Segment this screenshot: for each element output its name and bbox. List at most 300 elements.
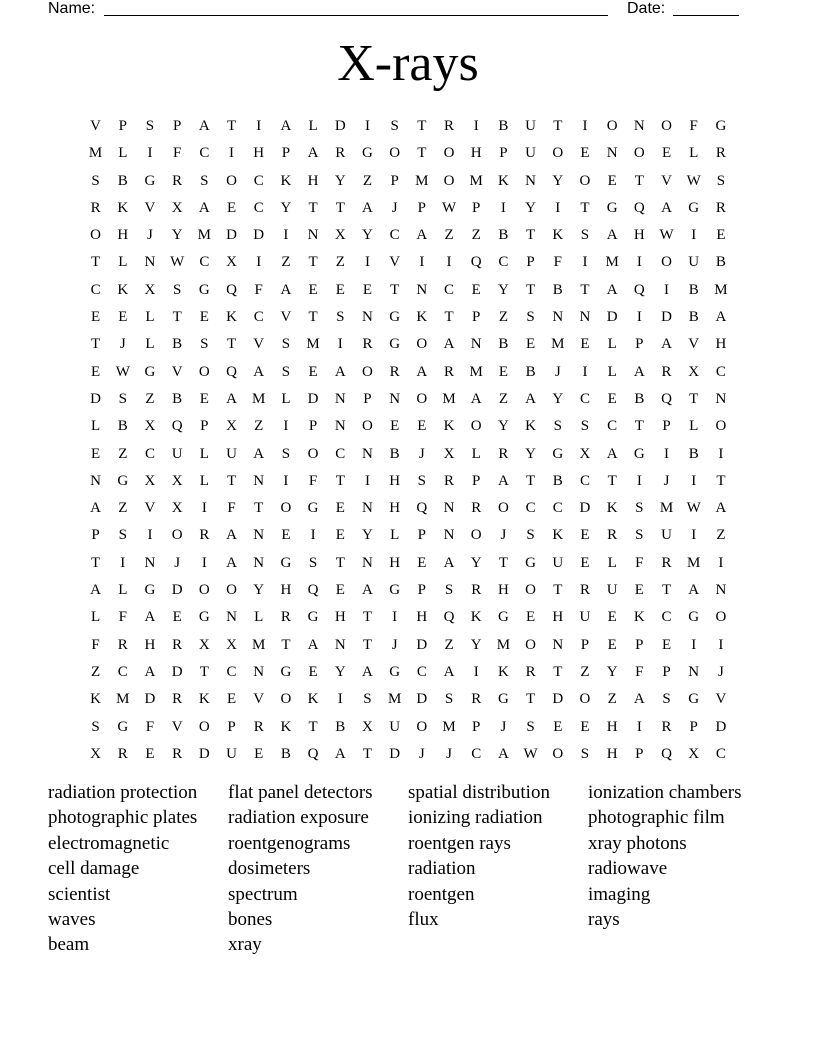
grid-letter[interactable]: X: [362, 718, 373, 735]
grid-letter[interactable]: S: [580, 227, 590, 244]
grid-letter[interactable]: I: [691, 636, 697, 653]
name-blank-line[interactable]: [104, 0, 608, 16]
grid-letter[interactable]: T: [689, 390, 699, 407]
grid-letter[interactable]: S: [200, 336, 209, 353]
grid-letter[interactable]: D: [579, 500, 591, 517]
grid-letter[interactable]: O: [362, 363, 373, 380]
grid-letter[interactable]: G: [552, 445, 564, 462]
grid-letter[interactable]: E: [417, 418, 427, 435]
grid-letter[interactable]: P: [580, 636, 590, 653]
grid-letter[interactable]: L: [118, 145, 128, 162]
grid-letter[interactable]: C: [607, 418, 618, 435]
grid-letter[interactable]: T: [308, 254, 318, 271]
grid-letter[interactable]: M: [415, 172, 429, 189]
grid-letter[interactable]: R: [471, 500, 482, 517]
grid-letter[interactable]: I: [718, 554, 724, 571]
grid-letter[interactable]: L: [199, 445, 209, 462]
grid-letter[interactable]: T: [553, 582, 563, 599]
grid-letter[interactable]: O: [198, 718, 210, 735]
grid-letter[interactable]: J: [418, 745, 425, 762]
grid-letter[interactable]: G: [117, 718, 129, 735]
grid-letter[interactable]: O: [198, 582, 210, 599]
grid-letter[interactable]: D: [389, 745, 401, 762]
grid-letter[interactable]: D: [606, 309, 618, 326]
grid-letter[interactable]: T: [335, 199, 345, 216]
grid-letter[interactable]: X: [144, 472, 156, 489]
grid-letter[interactable]: S: [390, 118, 399, 134]
grid-letter[interactable]: W: [686, 500, 701, 517]
grid-letter[interactable]: A: [715, 309, 727, 326]
grid-letter[interactable]: Z: [716, 527, 726, 544]
grid-letter[interactable]: G: [198, 609, 210, 626]
grid-letter[interactable]: P: [281, 145, 291, 162]
grid-letter[interactable]: S: [281, 363, 291, 380]
grid-letter[interactable]: S: [417, 472, 427, 489]
grid-letter[interactable]: P: [417, 527, 427, 544]
grid-letter[interactable]: D: [416, 691, 428, 708]
grid-letter[interactable]: P: [689, 718, 698, 735]
grid-letter[interactable]: I: [473, 663, 479, 680]
grid-letter[interactable]: V: [253, 691, 265, 708]
grid-letter[interactable]: C: [715, 363, 726, 380]
grid-letter[interactable]: A: [416, 227, 428, 244]
grid-letter[interactable]: O: [226, 582, 237, 599]
grid-letter[interactable]: T: [526, 227, 536, 244]
grid-letter[interactable]: A: [144, 663, 156, 680]
grid-letter[interactable]: S: [662, 691, 671, 708]
grid-letter[interactable]: M: [659, 500, 674, 517]
grid-letter[interactable]: X: [198, 636, 210, 653]
grid-letter[interactable]: I: [718, 636, 724, 653]
grid-letter[interactable]: J: [391, 636, 398, 653]
grid-letter[interactable]: A: [144, 609, 156, 626]
grid-letter[interactable]: R: [172, 636, 183, 653]
grid-letter[interactable]: I: [283, 472, 289, 489]
grid-letter[interactable]: U: [525, 145, 537, 162]
grid-letter[interactable]: H: [633, 227, 645, 244]
grid-letter[interactable]: P: [363, 390, 372, 407]
grid-letter[interactable]: O: [470, 418, 482, 435]
grid-letter[interactable]: S: [281, 336, 291, 353]
grid-letter[interactable]: I: [310, 527, 316, 544]
grid-letter[interactable]: S: [281, 445, 291, 462]
grid-letter[interactable]: T: [308, 309, 318, 326]
grid-letter[interactable]: K: [552, 227, 564, 244]
grid-letter[interactable]: N: [633, 118, 645, 134]
grid-letter[interactable]: L: [145, 336, 155, 353]
grid-letter[interactable]: S: [444, 582, 454, 599]
grid-letter[interactable]: E: [199, 390, 209, 407]
grid-letter[interactable]: T: [526, 281, 536, 298]
grid-letter[interactable]: O: [633, 145, 645, 162]
grid-letter[interactable]: Z: [498, 309, 508, 326]
grid-letter[interactable]: D: [715, 718, 727, 735]
grid-letter[interactable]: S: [635, 500, 644, 517]
grid-letter[interactable]: T: [553, 118, 563, 134]
grid-letter[interactable]: Y: [470, 554, 482, 571]
grid-letter[interactable]: Z: [145, 390, 155, 407]
grid-letter[interactable]: H: [497, 582, 509, 599]
grid-letter[interactable]: A: [334, 363, 346, 380]
grid-letter[interactable]: M: [551, 336, 565, 353]
grid-letter[interactable]: G: [688, 609, 700, 626]
grid-letter[interactable]: Y: [253, 582, 265, 599]
grid-letter[interactable]: W: [115, 363, 130, 380]
grid-letter[interactable]: C: [471, 745, 482, 762]
grid-letter[interactable]: A: [606, 445, 618, 462]
grid-letter[interactable]: P: [227, 718, 236, 735]
grid-letter[interactable]: O: [579, 691, 591, 708]
grid-letter[interactable]: X: [144, 281, 156, 298]
grid-letter[interactable]: P: [472, 472, 481, 489]
grid-letter[interactable]: D: [171, 663, 183, 680]
grid-letter[interactable]: N: [253, 527, 265, 544]
grid-letter[interactable]: G: [688, 691, 700, 708]
grid-letter[interactable]: I: [691, 472, 697, 489]
grid-letter[interactable]: T: [634, 172, 644, 189]
grid-letter[interactable]: O: [661, 254, 672, 271]
grid-letter[interactable]: O: [416, 336, 428, 353]
grid-letter[interactable]: J: [663, 472, 670, 489]
grid-letter[interactable]: U: [171, 445, 183, 462]
grid-letter[interactable]: S: [580, 745, 590, 762]
grid-letter[interactable]: D: [416, 636, 428, 653]
grid-letter[interactable]: N: [552, 309, 564, 326]
grid-letter[interactable]: D: [90, 390, 102, 407]
grid-letter[interactable]: O: [443, 145, 455, 162]
grid-letter[interactable]: X: [90, 745, 102, 762]
grid-letter[interactable]: M: [252, 636, 266, 653]
grid-letter[interactable]: E: [580, 718, 590, 735]
grid-letter[interactable]: U: [688, 254, 700, 271]
grid-letter[interactable]: S: [200, 172, 209, 189]
grid-letter[interactable]: T: [526, 691, 536, 708]
grid-letter[interactable]: P: [118, 118, 127, 134]
grid-letter[interactable]: X: [171, 472, 183, 489]
grid-letter[interactable]: T: [308, 199, 318, 216]
grid-letter[interactable]: U: [226, 445, 237, 462]
grid-letter[interactable]: H: [253, 145, 265, 162]
grid-letter[interactable]: H: [715, 336, 727, 353]
grid-letter[interactable]: R: [471, 582, 482, 599]
grid-letter[interactable]: C: [715, 745, 726, 762]
grid-letter[interactable]: T: [390, 281, 400, 298]
grid-letter[interactable]: G: [117, 472, 129, 489]
grid-letter[interactable]: S: [526, 718, 535, 735]
grid-letter[interactable]: A: [606, 227, 618, 244]
grid-letter[interactable]: I: [364, 472, 370, 489]
grid-letter[interactable]: S: [553, 418, 562, 435]
grid-letter[interactable]: S: [91, 172, 100, 189]
grid-letter[interactable]: T: [607, 472, 617, 489]
grid-letter[interactable]: P: [472, 309, 481, 326]
grid-letter[interactable]: O: [226, 172, 237, 189]
grid-letter[interactable]: H: [470, 145, 482, 162]
grid-letter[interactable]: G: [389, 582, 401, 599]
grid-letter[interactable]: I: [256, 254, 262, 271]
grid-letter[interactable]: Z: [254, 418, 264, 435]
grid-letter[interactable]: R: [607, 527, 618, 544]
grid-letter[interactable]: N: [90, 472, 102, 489]
grid-letter[interactable]: T: [335, 472, 345, 489]
grid-letter[interactable]: B: [498, 227, 509, 244]
grid-letter[interactable]: B: [280, 745, 291, 762]
grid-letter[interactable]: N: [362, 445, 373, 462]
grid-letter[interactable]: N: [144, 254, 156, 271]
grid-letter[interactable]: P: [635, 636, 644, 653]
grid-letter[interactable]: J: [174, 554, 181, 571]
grid-letter[interactable]: O: [715, 609, 727, 626]
grid-letter[interactable]: I: [201, 500, 207, 517]
grid-letter[interactable]: V: [144, 199, 156, 216]
grid-letter[interactable]: E: [580, 554, 590, 571]
grid-letter[interactable]: P: [308, 418, 318, 435]
grid-letter[interactable]: A: [253, 363, 265, 380]
grid-letter[interactable]: S: [526, 309, 535, 326]
grid-letter[interactable]: E: [308, 281, 318, 298]
grid-letter[interactable]: A: [198, 199, 210, 216]
grid-letter[interactable]: P: [417, 199, 427, 216]
grid-letter[interactable]: A: [90, 500, 102, 517]
grid-letter[interactable]: C: [579, 390, 590, 407]
grid-letter[interactable]: I: [718, 445, 724, 462]
grid-letter[interactable]: R: [525, 663, 536, 680]
grid-letter[interactable]: H: [606, 745, 618, 762]
grid-letter[interactable]: P: [526, 254, 535, 271]
grid-letter[interactable]: G: [389, 309, 401, 326]
grid-letter[interactable]: C: [661, 609, 672, 626]
grid-letter[interactable]: E: [607, 390, 617, 407]
grid-letter[interactable]: F: [553, 254, 562, 271]
grid-letter[interactable]: T: [444, 309, 454, 326]
grid-letter[interactable]: O: [389, 145, 401, 162]
grid-letter[interactable]: A: [307, 636, 319, 653]
grid-letter[interactable]: X: [688, 363, 700, 380]
grid-letter[interactable]: G: [497, 691, 509, 708]
grid-letter[interactable]: B: [172, 336, 183, 353]
grid-letter[interactable]: T: [716, 472, 726, 489]
grid-letter[interactable]: O: [90, 227, 102, 244]
grid-letter[interactable]: R: [117, 745, 128, 762]
grid-letter[interactable]: C: [335, 445, 346, 462]
grid-letter[interactable]: C: [253, 199, 264, 216]
grid-letter[interactable]: X: [579, 445, 591, 462]
grid-letter[interactable]: V: [715, 691, 727, 708]
grid-letter[interactable]: J: [446, 745, 452, 762]
grid-letter[interactable]: B: [498, 118, 509, 134]
grid-letter[interactable]: C: [117, 663, 128, 680]
grid-letter[interactable]: V: [661, 172, 672, 189]
grid-letter[interactable]: G: [362, 145, 373, 162]
grid-letter[interactable]: B: [552, 472, 563, 489]
grid-letter[interactable]: I: [582, 118, 588, 134]
grid-letter[interactable]: Z: [91, 663, 101, 680]
grid-letter[interactable]: D: [144, 691, 156, 708]
grid-letter[interactable]: X: [443, 445, 455, 462]
grid-letter[interactable]: R: [715, 199, 726, 216]
grid-letter[interactable]: Z: [362, 172, 373, 189]
grid-letter[interactable]: O: [606, 118, 618, 134]
grid-letter[interactable]: E: [607, 609, 617, 626]
grid-letter[interactable]: M: [714, 281, 728, 298]
grid-letter[interactable]: O: [416, 718, 428, 735]
grid-letter[interactable]: T: [226, 336, 237, 353]
grid-letter[interactable]: N: [334, 390, 346, 407]
grid-letter[interactable]: O: [552, 745, 564, 762]
grid-letter[interactable]: H: [389, 472, 401, 489]
grid-letter[interactable]: C: [253, 172, 264, 189]
grid-letter[interactable]: A: [633, 363, 645, 380]
grid-letter[interactable]: A: [661, 336, 672, 353]
grid-letter[interactable]: W: [523, 745, 538, 762]
grid-letter[interactable]: R: [444, 363, 455, 380]
grid-letter[interactable]: T: [580, 199, 590, 216]
grid-letter[interactable]: H: [389, 500, 401, 517]
grid-letter[interactable]: K: [280, 172, 292, 189]
grid-letter[interactable]: E: [498, 363, 508, 380]
grid-letter[interactable]: N: [606, 145, 618, 162]
grid-letter[interactable]: H: [334, 609, 346, 626]
grid-letter[interactable]: A: [443, 336, 455, 353]
grid-letter[interactable]: I: [473, 118, 479, 134]
grid-letter[interactable]: A: [362, 199, 373, 216]
grid-letter[interactable]: H: [307, 172, 319, 189]
grid-letter[interactable]: M: [442, 718, 456, 735]
grid-letter[interactable]: K: [90, 691, 102, 708]
grid-letter[interactable]: W: [659, 227, 674, 244]
grid-letter[interactable]: K: [633, 609, 645, 626]
grid-letter[interactable]: C: [498, 254, 509, 271]
grid-letter[interactable]: E: [661, 145, 672, 162]
grid-letter[interactable]: Z: [471, 227, 481, 244]
grid-letter[interactable]: T: [417, 145, 427, 162]
grid-letter[interactable]: K: [198, 691, 210, 708]
grid-letter[interactable]: A: [280, 118, 292, 134]
grid-letter[interactable]: N: [253, 663, 265, 680]
grid-letter[interactable]: N: [253, 554, 265, 571]
grid-letter[interactable]: Y: [497, 281, 509, 298]
grid-letter[interactable]: Z: [118, 500, 128, 517]
grid-letter[interactable]: H: [117, 227, 129, 244]
grid-letter[interactable]: W: [441, 199, 457, 216]
grid-letter[interactable]: T: [498, 554, 508, 571]
grid-letter[interactable]: C: [389, 227, 400, 244]
grid-letter[interactable]: D: [334, 118, 346, 134]
grid-letter[interactable]: M: [442, 390, 456, 407]
grid-letter[interactable]: E: [716, 227, 726, 244]
grid-letter[interactable]: S: [118, 527, 127, 544]
grid-letter[interactable]: Z: [335, 254, 345, 271]
grid-letter[interactable]: I: [364, 254, 370, 271]
grid-letter[interactable]: E: [607, 636, 617, 653]
grid-letter[interactable]: T: [526, 472, 536, 489]
grid-letter[interactable]: D: [226, 227, 237, 244]
grid-letter[interactable]: S: [526, 527, 535, 544]
grid-letter[interactable]: Q: [633, 281, 645, 298]
grid-letter[interactable]: E: [580, 527, 590, 544]
grid-letter[interactable]: O: [552, 145, 564, 162]
grid-letter[interactable]: Y: [334, 172, 346, 189]
grid-letter[interactable]: A: [606, 281, 618, 298]
grid-letter[interactable]: I: [636, 309, 642, 326]
grid-letter[interactable]: T: [661, 582, 672, 599]
grid-letter[interactable]: G: [525, 554, 537, 571]
grid-letter[interactable]: E: [362, 281, 373, 298]
grid-letter[interactable]: L: [689, 145, 699, 162]
grid-letter[interactable]: I: [392, 609, 398, 626]
grid-letter[interactable]: M: [252, 390, 266, 407]
grid-letter[interactable]: Y: [525, 199, 537, 216]
grid-letter[interactable]: E: [145, 745, 155, 762]
grid-letter[interactable]: L: [607, 336, 617, 353]
grid-letter[interactable]: B: [688, 309, 699, 326]
grid-letter[interactable]: X: [334, 227, 346, 244]
grid-letter[interactable]: M: [469, 172, 483, 189]
grid-letter[interactable]: X: [226, 254, 237, 271]
grid-letter[interactable]: A: [688, 582, 700, 599]
grid-letter[interactable]: E: [308, 363, 318, 380]
grid-letter[interactable]: I: [283, 227, 289, 244]
grid-letter[interactable]: L: [118, 254, 128, 271]
grid-letter[interactable]: E: [335, 500, 345, 517]
grid-letter[interactable]: M: [387, 691, 402, 708]
grid-letter[interactable]: L: [689, 418, 699, 435]
grid-letter[interactable]: T: [580, 281, 590, 298]
grid-letter[interactable]: T: [634, 418, 644, 435]
grid-letter[interactable]: R: [579, 582, 590, 599]
grid-letter[interactable]: T: [417, 118, 427, 134]
grid-letter[interactable]: N: [715, 390, 727, 407]
grid-letter[interactable]: N: [334, 636, 346, 653]
grid-letter[interactable]: O: [470, 527, 482, 544]
grid-letter[interactable]: E: [553, 718, 563, 735]
grid-letter[interactable]: B: [525, 363, 536, 380]
grid-letter[interactable]: G: [280, 663, 292, 680]
grid-letter[interactable]: N: [362, 500, 373, 517]
grid-letter[interactable]: G: [715, 118, 727, 134]
grid-letter[interactable]: E: [226, 691, 237, 708]
grid-letter[interactable]: S: [363, 691, 372, 708]
grid-letter[interactable]: C: [144, 445, 155, 462]
grid-letter[interactable]: E: [390, 418, 400, 435]
grid-letter[interactable]: Z: [607, 691, 617, 708]
grid-letter[interactable]: O: [307, 445, 319, 462]
grid-letter[interactable]: I: [582, 254, 588, 271]
grid-letter[interactable]: R: [444, 472, 455, 489]
grid-letter[interactable]: N: [253, 472, 265, 489]
grid-letter[interactable]: E: [580, 336, 590, 353]
grid-letter[interactable]: X: [171, 199, 183, 216]
grid-letter[interactable]: Z: [580, 663, 590, 680]
grid-letter[interactable]: N: [144, 554, 156, 571]
grid-letter[interactable]: I: [664, 281, 670, 298]
grid-letter[interactable]: E: [91, 445, 101, 462]
grid-letter[interactable]: Y: [362, 527, 373, 544]
grid-letter[interactable]: V: [253, 336, 265, 353]
grid-letter[interactable]: R: [498, 445, 509, 462]
grid-letter[interactable]: A: [443, 663, 455, 680]
grid-letter[interactable]: N: [552, 636, 564, 653]
grid-letter[interactable]: Q: [226, 363, 237, 380]
grid-letter[interactable]: R: [444, 118, 455, 134]
grid-letter[interactable]: A: [226, 527, 237, 544]
grid-letter[interactable]: M: [469, 363, 483, 380]
grid-letter[interactable]: I: [446, 254, 452, 271]
grid-letter[interactable]: T: [308, 718, 318, 735]
grid-letter[interactable]: K: [525, 418, 537, 435]
grid-letter[interactable]: G: [688, 199, 700, 216]
grid-letter[interactable]: P: [662, 663, 671, 680]
